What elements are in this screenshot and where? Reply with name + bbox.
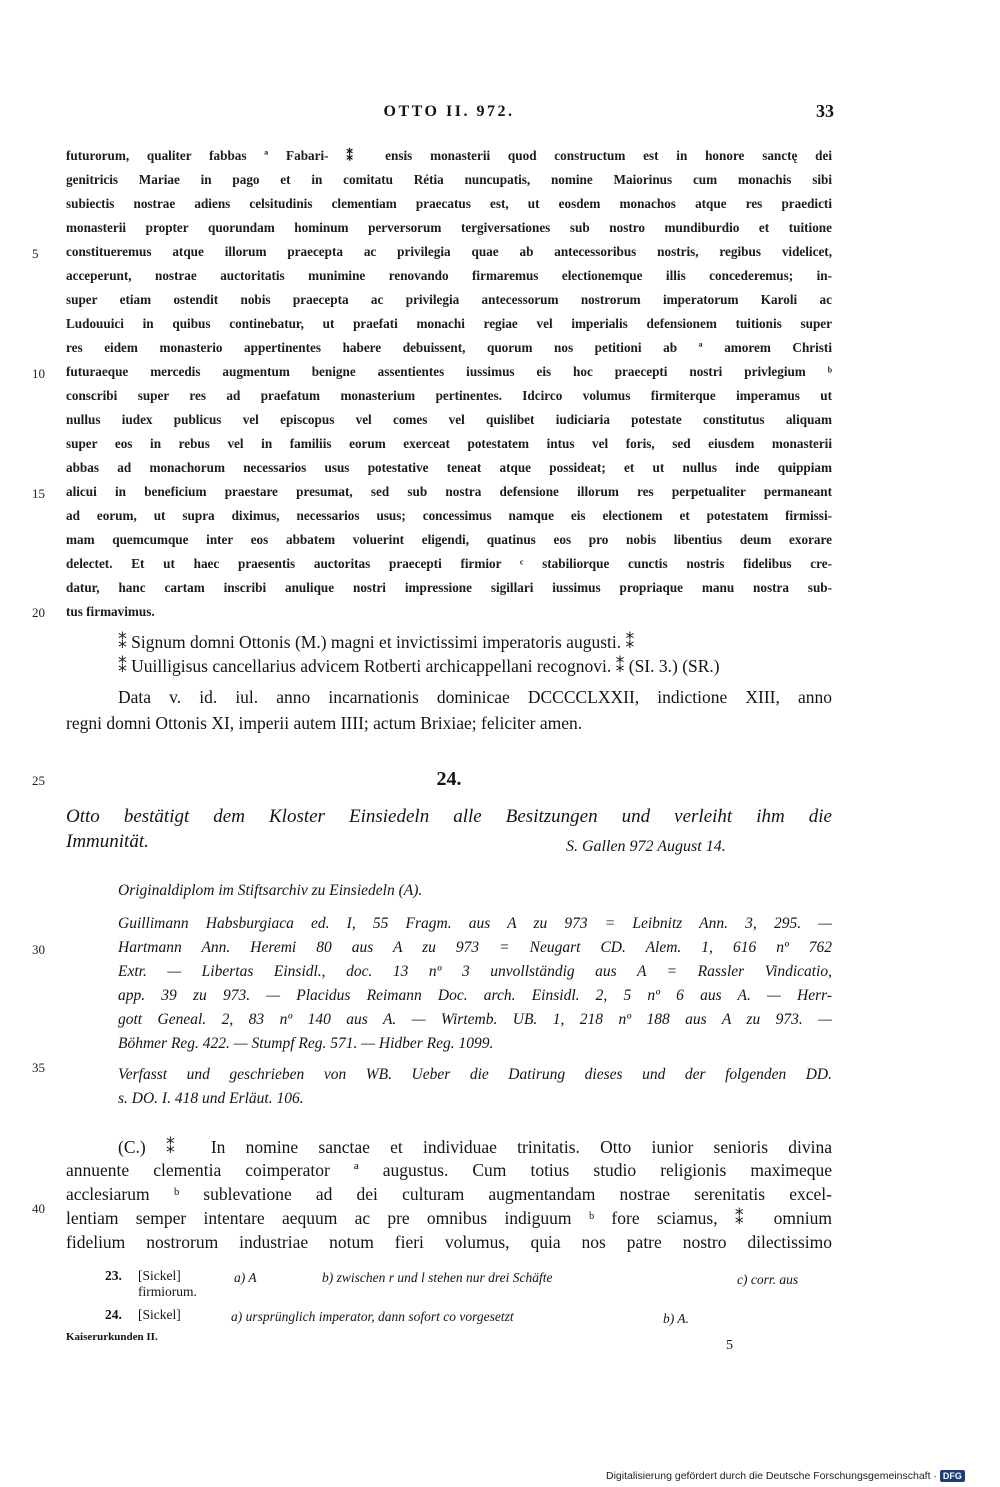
running-head	[66, 103, 832, 127]
line-number: 35	[32, 1060, 45, 1075]
text-line: futurorum, qualiter fabbas ª Fabari- ⁑ ensis monasterii quod constructum est in honore sanctę dei	[66, 148, 832, 163]
text-line: mam quemcumque inter eos abbatem voluerint eligendi, quatinus eos pro nobis libentius deum exorare	[66, 532, 832, 547]
text-line: conscribi super res ad praefatum monasterium pertinentes. Idcirco volumus firmiterque imperamus ut	[66, 388, 832, 403]
note-ref: firmiorum.	[138, 1284, 197, 1299]
note-c: c) corr. aus	[737, 1272, 799, 1287]
text-line: delectet. Et ut haec praesentis auctoritas praecepti firmior ᶜ stabiliorque cunctis nostris fidelibus cre-	[66, 556, 832, 571]
note-ref: [Sickel]	[138, 1307, 181, 1322]
note-a: a) A	[234, 1270, 257, 1285]
text-line: genitricis Mariae in pago et in comitatu Rétia nuncupatis, nomine Maiorinus cum monachis sibi	[66, 172, 832, 187]
text-line: monasterii propter quorundam hominum perversorum tergiversationes sub nostro mundiburdio et tuitione	[66, 220, 832, 235]
credit-text: Digitalisierung gefördert durch die Deutsche Forschungsgemeinschaft ·	[606, 1470, 937, 1482]
signature-mark: Kaiserurkunden II.	[66, 1331, 158, 1343]
text-line: (C.) ⁑ In nomine sanctae et individuae trinitatis. Otto iunior senioris divina	[118, 1137, 832, 1157]
edition-line: Böhmer Reg. 422. — Stumpf Reg. 571. — Hidber Reg. 1099.	[118, 1035, 494, 1052]
text-line: futuraeque mercedis augmentum benigne assentientes iussimus eis hoc praecepti nostri privlegium ᵇ	[66, 364, 832, 379]
recognitio-line: ⁑ Uuilligisus cancellarius advicem Rotberti archicappellani recognovi. ⁑ (SI. 3.) (SR.)	[118, 656, 720, 676]
running-title: OTTO II. 972.	[383, 103, 515, 120]
text-line: acceperunt, nostrae auctoritatis munimine renovando firmaremus electionemque illis concederemus; in-	[66, 268, 832, 283]
note-b: b) zwischen r und l stehen nur drei Schäfte	[322, 1270, 553, 1285]
page-number: 33	[816, 101, 834, 121]
text-line: annuente clementia coimperator ª augustus. Cum totius studio religionis maximeque	[66, 1160, 832, 1180]
datum-line: regni domni Ottonis XI, imperii autem IIII; actum Brixiae; feliciter amen.	[66, 713, 583, 733]
text-line: res eidem monasterio appertinentes habere debuissent, quorum nos petitioni ab ª amorem Christi	[66, 340, 832, 355]
place-date: S. Gallen 972 August 14.	[566, 838, 726, 855]
signum-line: ⁑ Signum domni Ottonis (M.) magni et invictissimi imperatoris augusti. ⁑	[118, 632, 635, 652]
line-number: 40	[32, 1201, 45, 1216]
datum-line: Data v. id. iul. anno incarnationis dominicae DCCCCLXXII, indictione XIII, anno	[118, 687, 832, 707]
signature-number: 5	[726, 1338, 733, 1353]
text-line: subiectis nostrae adiens celsitudinis clementiam praecatus est, ut eosdem monachos atque res praedicti	[66, 196, 832, 211]
edition-line: app. 39 zu 973. — Placidus Reimann Doc. arch. Einsidl. 2, 5 nº 6 aus A. — Herr-	[118, 987, 832, 1004]
text-line: super etiam ostendit nobis praecepta ac privilegia antecessorum nostrorum imperatorum Karoli ac	[66, 292, 832, 307]
note-number: 24.	[105, 1307, 122, 1322]
document-number: 24.	[436, 768, 462, 790]
note-b: b) A.	[663, 1311, 689, 1326]
line-number: 30	[32, 942, 45, 957]
note-ref: [Sickel]	[138, 1268, 181, 1283]
digitization-credit	[606, 1470, 965, 1482]
text-line: abbas ad monachorum necessarios usus potestative teneat atque possideat; et ut nullus inde quippiam	[66, 460, 832, 475]
remark-line: s. DO. I. 418 und Erläut. 106.	[118, 1090, 304, 1107]
edition-line: Extr. — Libertas Einsidl., doc. 13 nº 3 unvollständig aus A = Rassler Vindicatio,	[118, 963, 832, 980]
text-line: tus firmavimus.	[66, 604, 155, 619]
edition-line: gott Geneal. 2, 83 nº 140 aus A. — Wirtemb. UB. 1, 218 nº 188 aus A zu 973. —	[118, 1011, 832, 1028]
note-number: 23.	[105, 1268, 122, 1283]
regest-line: Immunität.	[66, 831, 149, 852]
text-line: lentiam semper intentare aequum ac pre omnibus indiguum ᵇ fore sciamus, ⁑ omnium	[66, 1208, 832, 1228]
dfg-logo-icon: DFG	[940, 1470, 965, 1482]
line-number: 5	[32, 246, 39, 261]
text-line: ad eorum, ut supra diximus, necessarios usus; concessimus namque eis electionem et potestatem firmissi-	[66, 508, 832, 523]
text-line: acclesiarum ᵇ sublevatione ad dei culturam augmentandam nostrae serenitatis excel-	[66, 1184, 832, 1204]
line-number: 10	[32, 366, 45, 381]
line-number: 20	[32, 605, 45, 620]
note-a: a) ursprünglich imperator, dann sofort co vorgesetzt	[231, 1309, 514, 1324]
edition-line: Hartmann Ann. Heremi 80 aus A zu 973 = Neugart CD. Alem. 1, 616 nº 762	[118, 939, 832, 956]
line-number: 25	[32, 773, 45, 788]
remark-line: Verfasst und geschrieben von WB. Ueber die Datirung dieses und der folgenden DD.	[118, 1066, 832, 1083]
text-line: super eos in rebus vel in familiis eorum exerceat potestatem intus vel foris, sed eiusdem monasterii	[66, 436, 832, 451]
text-line: alicui in beneficium praestare presumat, sed sub nostra defensione illorum res perpetualiter permaneant	[66, 484, 832, 499]
line-number: 15	[32, 486, 45, 501]
text-line: fidelium nostrorum industriae notum fieri volumus, quia nos patre nostro dilectissimo	[66, 1232, 832, 1252]
edition-line: Guillimann Habsburgiaca ed. I, 55 Fragm. aus A zu 973 = Leibnitz Ann. 3, 295. —	[118, 915, 832, 932]
text-line: nullus iudex publicus vel episcopus vel comes vel quislibet iudiciaria potestate constitutus aliquam	[66, 412, 832, 427]
text-line: Ludouuici in quibus continebatur, ut praefati monachi regiae vel imperialis defensionem tuitionis super	[66, 316, 832, 331]
regest-line: Otto bestätigt dem Kloster Einsiedeln alle Besitzungen und verleiht ihm die	[66, 806, 832, 827]
original-note: Originaldiplom im Stiftsarchiv zu Einsiedeln (A).	[118, 882, 423, 899]
text-line: datur, hanc cartam inscribi anulique nostri impressione sigillari iussimus propriaque manu nostra sub-	[66, 580, 832, 595]
text-line: constitueremus atque illorum praecepta ac privilegia quae ab antecessoribus nostris, regibus videlicet,	[66, 244, 832, 259]
